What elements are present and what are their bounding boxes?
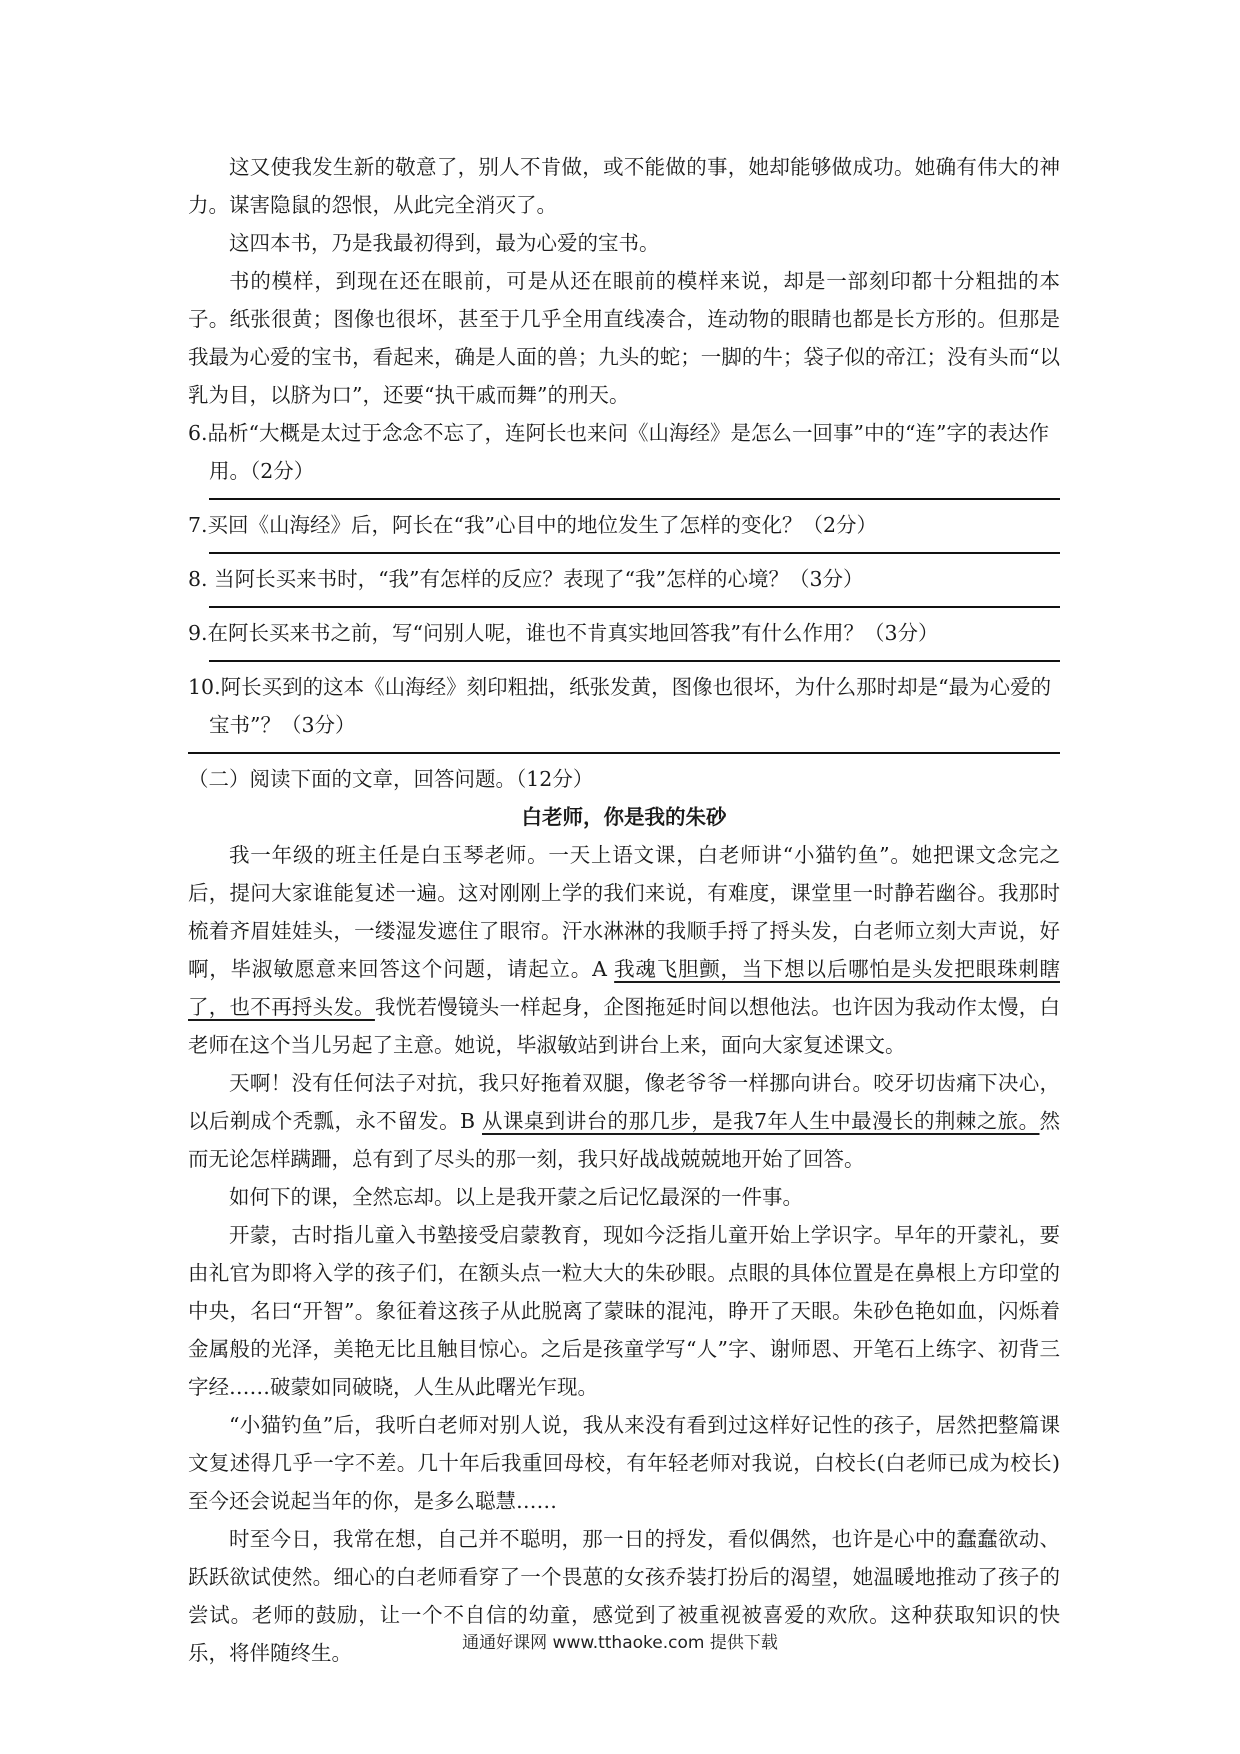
article-paragraph-4: 开蒙，古时指儿童入书塾接受启蒙教育，现如今泛指儿童开始上学识字。早年的开蒙礼，要由礼官为即将入学的孩子们，在额头点一粒大大的朱砂眼。点眼的具体位置是在鼻根上方印堂的中央，名曰“开智”。象征着这孩子从此脱离了蒙昧的混沌，睁开了天眼。朱砂色艳如血，闪烁着金属般的光泽，美艳无比且触目惊心。之后是孩童学写“人”字、谢师恩、开笔石上练字、初背三字经……破蒙如同破晓，人生从此曙光乍现。 bbox=[188, 1223, 1060, 1399]
answer-line-8[interactable] bbox=[209, 606, 1060, 608]
answer-line-9[interactable] bbox=[209, 660, 1060, 662]
underlined-sentence-a: 我魂飞胆颤，当下想以后哪怕是头发把眼珠刺瞎了，也不再捋头发。 bbox=[188, 957, 1060, 1019]
article-title: 白老师，你是我的朱砂 bbox=[521, 805, 727, 829]
passage-paragraph-2: 这四本书，乃是我最初得到，最为心爱的宝书。 bbox=[229, 231, 660, 255]
section-heading: （二）阅读下面的文章，回答问题。（12分） bbox=[188, 767, 594, 791]
answer-line-7[interactable] bbox=[209, 552, 1060, 554]
paragraph-1-text: 我一年级的班主任是白玉琴老师。一天上语文课，白老师讲“小猫钓鱼”。她把课文念完之后，提问大家谁能复述一遍。这对刚刚上学的我们来说，有难度，课堂里一时静若幽谷。我那时梳着齐眉娃娃头，一缕湿发遮住了眼帘。汗水淋淋的我顺手捋了捋头发，白老师立刻大声说，好啊，毕淑敏愿意来回答这个问题，请起立。A bbox=[188, 843, 1060, 981]
question-10: 10.阿长买到的这本《山海经》刻印粗拙，纸张发黄，图像也很坏，为什么那时却是“最为心爱的宝书”？（3分） bbox=[188, 675, 1052, 737]
article-paragraph-2 bbox=[188, 1064, 1060, 1178]
question-9: 9.在阿长买来书之前，写“问别人呢，谁也不肯真实地回答我”有什么作用？（3分） bbox=[188, 621, 939, 645]
answer-line-10[interactable] bbox=[188, 752, 1060, 754]
article-paragraph-6: 时至今日，我常在想，自己并不聪明，那一日的捋发，看似偶然，也许是心中的蠢蠢欲动、跃跃欲试使然。细心的白老师看穿了一个畏葸的女孩乔装打扮后的渴望，她温暖地推动了孩子的尝试。老师的鼓励，让一个不自信的幼童，感觉到了被重视被喜爱的欢欣。这种获取知识的快乐，将伴随终生。 bbox=[188, 1527, 1060, 1665]
question-8: 8. 当阿长买来书时，“我”有怎样的反应？表现了“我”怎样的心境？（3分） bbox=[188, 567, 864, 591]
document-page bbox=[188, 148, 1060, 1672]
paragraph-1-text-end: 我恍若慢镜头一样起身，企图拖延时间以想他法。也许因为我动作太慢，白老师在这个当儿另起了主意。她说，毕淑敏站到讲台上来，面向大家复述课文。 bbox=[188, 995, 1061, 1057]
article-paragraph-1 bbox=[188, 836, 1060, 1064]
paragraph-2-text: 天啊！没有任何法子对抗，我只好拖着双腿，像老爷爷一样挪向讲台。咬牙切齿痛下决心，以后剃成个秃瓢，永不留发。B bbox=[188, 1071, 1060, 1133]
underlined-sentence-b: 从课桌到讲台的那几步，是我7年人生中最漫长的荆棘之旅。 bbox=[482, 1109, 1040, 1133]
question-6: 6.品析“大概是太过于念念不忘了，连阿长也来问《山海经》是怎么一回事”中的“连”字的表达作用。（2分） bbox=[188, 421, 1049, 483]
answer-line-6[interactable] bbox=[209, 498, 1060, 500]
paragraph-2-text-end: 然而无论怎样蹒跚，总有到了尽头的那一刻，我只好战战兢兢地开始了回答。 bbox=[188, 1109, 1060, 1171]
page-footer: 通通好课网 www.tthaoke.com 提供下载 bbox=[462, 1633, 778, 1653]
article-paragraph-5: “小猫钓鱼”后，我听白老师对别人说，我从来没有看到过这样好记性的孩子，居然把整篇课文复述得几乎一字不差。几十年后我重回母校，有年轻老师对我说，白校长(白老师已成为校长)至今还会说起当年的你，是多么聪慧…… bbox=[188, 1413, 1060, 1513]
passage-paragraph-3: 书的模样，到现在还在眼前，可是从还在眼前的模样来说，却是一部刻印都十分粗拙的本子。纸张很黄；图像也很坏，甚至于几乎全用直线凑合，连动物的眼睛也都是长方形的。但那是我最为心爱的宝书，看起来，确是人面的兽；九头的蛇；一脚的牛；袋子似的帝江；没有头而“以乳为目，以脐为口”，还要“执干戚而舞”的刑天。 bbox=[188, 269, 1060, 407]
article-paragraph-3: 如何下的课，全然忘却。以上是我开蒙之后记忆最深的一件事。 bbox=[229, 1185, 803, 1209]
passage-paragraph-1: 这又使我发生新的敬意了，别人不肯做，或不能做的事，她却能够做成功。她确有伟大的神力。谋害隐鼠的怨恨，从此完全消灭了。 bbox=[188, 155, 1060, 217]
question-7: 7.买回《山海经》后，阿长在“我”心目中的地位发生了怎样的变化？（2分） bbox=[188, 513, 878, 537]
